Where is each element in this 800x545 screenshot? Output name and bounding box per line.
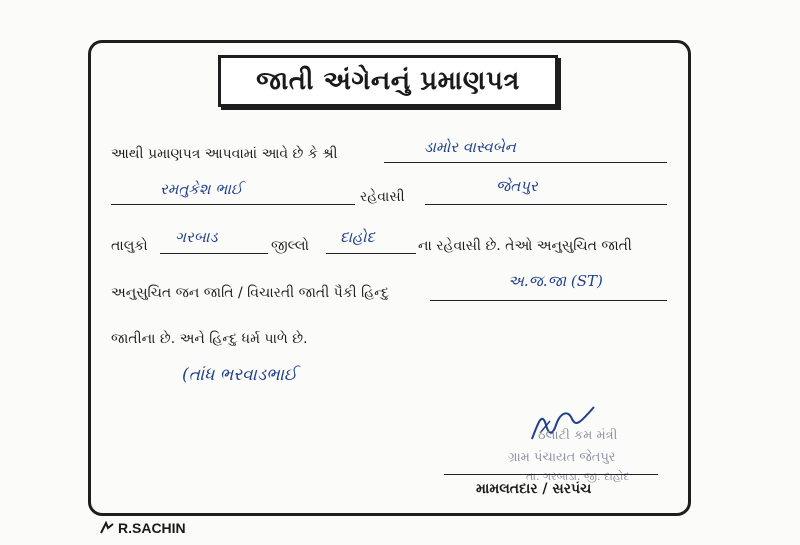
taluka-field-line — [160, 253, 268, 254]
handwritten-name: ડામોર વાસ્વબેન — [424, 138, 516, 156]
printer-logo-text: R.SACHIN — [118, 520, 186, 536]
residence-label: રહેવાસી — [360, 189, 405, 205]
taluka-label: તાલુકો — [111, 238, 148, 254]
stamp-line-3: તા. ગરબાડા. જી. દાહોદ — [526, 470, 630, 483]
name-field-line — [384, 162, 667, 163]
printer-logo-icon — [100, 521, 114, 535]
resident-text: ના રહેવાસી છે. તેઓ અનુસુચિત જાતી — [418, 238, 632, 254]
handwritten-category: અ.જ.જા (ST) — [508, 272, 603, 290]
residence-field-line — [425, 204, 667, 205]
signature-line — [444, 474, 658, 475]
stamp-line-1: ઠલાટી કમ મંત્રી — [538, 428, 618, 443]
handwritten-father: રમતુકેશ ભાઈ — [160, 180, 243, 198]
handwritten-district: દાહોદ — [340, 228, 375, 246]
signature-label: મામલતદાર / સરપંચ — [476, 481, 592, 497]
handwritten-note: (તાંધ ભરવાડભાઈ — [182, 365, 298, 385]
district-field-line — [326, 253, 416, 254]
handwritten-residence: જેતપુર — [496, 177, 538, 195]
intro-text: આથી પ્રમાણપત્ર આપવામાં આવે છે કે શ્રી — [111, 146, 338, 162]
certificate-title: જાતી અંગેનનું પ્રમાણપત્ર — [256, 65, 520, 96]
printer-logo — [100, 520, 186, 536]
religion-text: જાતીના છે. અને હિન્દુ ધર્મ પાળે છે. — [111, 331, 308, 347]
certificate-title-box — [218, 55, 558, 107]
district-label: જીલ્લો — [271, 238, 309, 254]
father-field-line — [111, 204, 355, 205]
category-text: અનુસુચિત જન જાતિ / વિચારતી જાતી પૈકી હિન્દુ — [111, 285, 390, 301]
category-field-line — [430, 300, 667, 301]
stamp-line-2: ગ્રામ પંચાયત જેતપુર — [508, 450, 616, 465]
handwritten-taluka: ગરબાડ — [175, 228, 218, 246]
